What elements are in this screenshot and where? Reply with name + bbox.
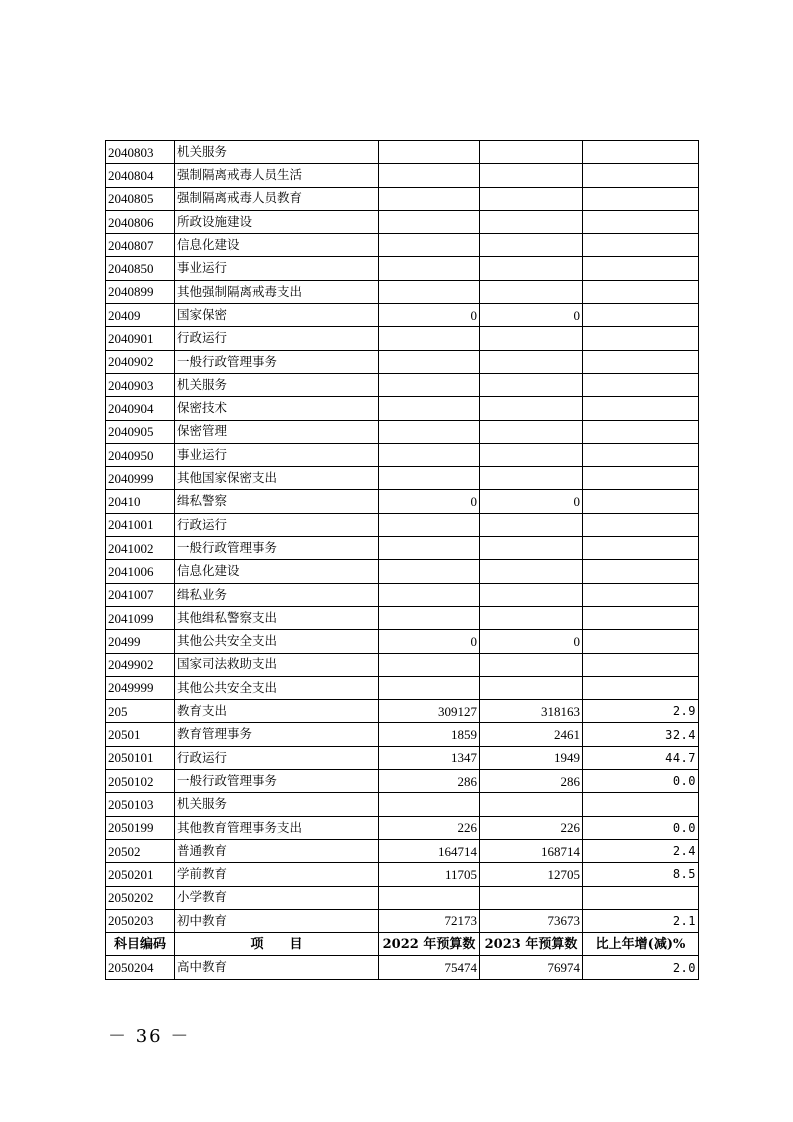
row-name: 强制隔离戒毒人员教育 <box>175 187 379 210</box>
row-budget-2022: 11705 <box>379 863 480 886</box>
row-budget-2022 <box>379 676 480 699</box>
table-row <box>106 560 699 583</box>
table-row <box>106 513 699 536</box>
row-code: 2041099 <box>106 606 175 629</box>
table-row <box>106 443 699 466</box>
row-budget-2023 <box>480 676 583 699</box>
row-budget-2023 <box>480 467 583 490</box>
row-name: 其他强制隔离戒毒支出 <box>175 280 379 303</box>
row-budget-2023 <box>480 886 583 909</box>
row-code: 2040901 <box>106 327 175 350</box>
row-name: 机关服务 <box>175 373 379 396</box>
row-name: 小学教育 <box>175 886 379 909</box>
row-budget-2023 <box>480 513 583 536</box>
row-change <box>583 793 699 816</box>
row-budget-2023 <box>480 537 583 560</box>
row-name: 教育管理事务 <box>175 723 379 746</box>
row-change <box>583 164 699 187</box>
row-budget-2023: 286 <box>480 770 583 793</box>
row-budget-2022: 309127 <box>379 700 480 723</box>
row-budget-2022 <box>379 537 480 560</box>
row-change <box>583 141 699 164</box>
row-name: 学前教育 <box>175 863 379 886</box>
row-name: 一般行政管理事务 <box>175 350 379 373</box>
row-code: 2041002 <box>106 537 175 560</box>
table-row <box>106 956 699 979</box>
row-change <box>583 606 699 629</box>
row-name: 机关服务 <box>175 793 379 816</box>
row-budget-2022 <box>379 327 480 350</box>
row-name: 初中教育 <box>175 909 379 932</box>
row-budget-2023 <box>480 280 583 303</box>
row-budget-2022 <box>379 886 480 909</box>
row-budget-2023 <box>480 397 583 420</box>
row-budget-2022: 286 <box>379 770 480 793</box>
table-row <box>106 909 699 932</box>
table-row <box>106 141 699 164</box>
row-code: 2050101 <box>106 746 175 769</box>
row-budget-2023: 168714 <box>480 839 583 862</box>
row-budget-2023: 0 <box>480 490 583 513</box>
row-budget-2023 <box>480 443 583 466</box>
row-code: 205 <box>106 700 175 723</box>
row-name: 国家司法救助支出 <box>175 653 379 676</box>
row-budget-2022 <box>379 141 480 164</box>
table-row <box>106 187 699 210</box>
row-budget-2023 <box>480 141 583 164</box>
row-budget-2023 <box>480 210 583 233</box>
row-change <box>583 676 699 699</box>
row-budget-2023: 318163 <box>480 700 583 723</box>
row-code: 2049999 <box>106 676 175 699</box>
row-budget-2023: 76974 <box>480 956 583 979</box>
row-change <box>583 537 699 560</box>
table-row <box>106 420 699 443</box>
row-change <box>583 373 699 396</box>
row-change <box>583 327 699 350</box>
row-name: 事业运行 <box>175 443 379 466</box>
row-budget-2022 <box>379 373 480 396</box>
row-budget-2022 <box>379 164 480 187</box>
row-change: 2.1 <box>583 909 699 932</box>
row-name: 行政运行 <box>175 513 379 536</box>
row-change <box>583 886 699 909</box>
row-budget-2022 <box>379 257 480 280</box>
row-budget-2023: 73673 <box>480 909 583 932</box>
budget-table-body-top <box>106 141 699 933</box>
header-budget-2022: 2022 年预算数 <box>379 933 480 956</box>
row-name: 其他缉私警察支出 <box>175 606 379 629</box>
row-change <box>583 513 699 536</box>
table-row <box>106 723 699 746</box>
row-change: 44.7 <box>583 746 699 769</box>
budget-table <box>105 140 699 980</box>
row-change <box>583 234 699 257</box>
row-budget-2023 <box>480 187 583 210</box>
row-budget-2023 <box>480 793 583 816</box>
row-name: 信息化建设 <box>175 560 379 583</box>
table-row <box>106 373 699 396</box>
row-name: 机关服务 <box>175 141 379 164</box>
row-code: 20502 <box>106 839 175 862</box>
table-row <box>106 234 699 257</box>
row-code: 2041001 <box>106 513 175 536</box>
row-code: 2040806 <box>106 210 175 233</box>
budget-table-body-bottom <box>106 956 699 979</box>
table-row <box>106 327 699 350</box>
row-budget-2023 <box>480 234 583 257</box>
row-name: 行政运行 <box>175 746 379 769</box>
table-row <box>106 793 699 816</box>
row-name: 一般行政管理事务 <box>175 770 379 793</box>
row-code: 2050199 <box>106 816 175 839</box>
row-budget-2022 <box>379 467 480 490</box>
row-code: 2040899 <box>106 280 175 303</box>
table-row <box>106 164 699 187</box>
row-budget-2022 <box>379 793 480 816</box>
row-code: 20501 <box>106 723 175 746</box>
row-name: 高中教育 <box>175 956 379 979</box>
page-number: － 36 － <box>108 1026 191 1047</box>
table-row <box>106 886 699 909</box>
row-code: 2050103 <box>106 793 175 816</box>
row-budget-2023 <box>480 653 583 676</box>
row-budget-2022 <box>379 606 480 629</box>
row-code: 2040999 <box>106 467 175 490</box>
table-row <box>106 653 699 676</box>
row-budget-2023 <box>480 583 583 606</box>
row-change: 2.4 <box>583 839 699 862</box>
row-name: 所政设施建设 <box>175 210 379 233</box>
row-budget-2022: 75474 <box>379 956 480 979</box>
row-budget-2022: 0 <box>379 304 480 327</box>
row-code: 20499 <box>106 630 175 653</box>
row-budget-2022 <box>379 210 480 233</box>
row-budget-2022 <box>379 420 480 443</box>
row-change <box>583 467 699 490</box>
row-budget-2022 <box>379 583 480 606</box>
table-row <box>106 537 699 560</box>
row-code: 20409 <box>106 304 175 327</box>
row-name: 其他公共安全支出 <box>175 630 379 653</box>
row-budget-2023 <box>480 164 583 187</box>
row-change: 8.5 <box>583 863 699 886</box>
row-budget-2022 <box>379 187 480 210</box>
row-budget-2022 <box>379 653 480 676</box>
row-change <box>583 653 699 676</box>
row-budget-2022 <box>379 234 480 257</box>
row-code: 2050202 <box>106 886 175 909</box>
table-row <box>106 630 699 653</box>
table-row <box>106 676 699 699</box>
row-code: 2041007 <box>106 583 175 606</box>
budget-table-header-group <box>106 933 699 956</box>
row-name: 其他国家保密支出 <box>175 467 379 490</box>
row-change: 2.0 <box>583 956 699 979</box>
row-budget-2023 <box>480 373 583 396</box>
row-code: 2040902 <box>106 350 175 373</box>
row-code: 2050204 <box>106 956 175 979</box>
row-budget-2023 <box>480 350 583 373</box>
table-row <box>106 839 699 862</box>
table-row <box>106 583 699 606</box>
row-budget-2022 <box>379 350 480 373</box>
row-budget-2023 <box>480 327 583 350</box>
table-header-row <box>106 933 699 956</box>
header-code: 科目编码 <box>106 933 175 956</box>
row-budget-2022 <box>379 280 480 303</box>
row-change: 2.9 <box>583 700 699 723</box>
row-change <box>583 350 699 373</box>
row-budget-2023 <box>480 420 583 443</box>
header-budget-2023: 2023 年预算数 <box>480 933 583 956</box>
table-row <box>106 746 699 769</box>
row-code: 2040804 <box>106 164 175 187</box>
row-code: 2041006 <box>106 560 175 583</box>
row-change: 0.0 <box>583 770 699 793</box>
row-name: 强制隔离戒毒人员生活 <box>175 164 379 187</box>
row-code: 2040950 <box>106 443 175 466</box>
table-row <box>106 770 699 793</box>
row-change <box>583 257 699 280</box>
row-change <box>583 443 699 466</box>
header-change: 比上年增(减)% <box>583 933 699 956</box>
table-row <box>106 350 699 373</box>
row-name: 缉私警察 <box>175 490 379 513</box>
row-name: 其他公共安全支出 <box>175 676 379 699</box>
row-code: 2040905 <box>106 420 175 443</box>
row-code: 2040904 <box>106 397 175 420</box>
row-budget-2022 <box>379 560 480 583</box>
row-budget-2022: 1859 <box>379 723 480 746</box>
row-change <box>583 420 699 443</box>
row-code: 2040807 <box>106 234 175 257</box>
row-code: 2040903 <box>106 373 175 396</box>
row-name: 行政运行 <box>175 327 379 350</box>
table-row <box>106 210 699 233</box>
row-change <box>583 490 699 513</box>
row-budget-2023: 0 <box>480 304 583 327</box>
row-change <box>583 210 699 233</box>
row-change <box>583 630 699 653</box>
row-change <box>583 304 699 327</box>
table-row <box>106 490 699 513</box>
row-name: 信息化建设 <box>175 234 379 257</box>
row-code: 2050201 <box>106 863 175 886</box>
row-code: 2040850 <box>106 257 175 280</box>
row-code: 2050102 <box>106 770 175 793</box>
row-change <box>583 397 699 420</box>
table-row <box>106 863 699 886</box>
row-budget-2022: 226 <box>379 816 480 839</box>
row-code: 20410 <box>106 490 175 513</box>
row-budget-2022: 0 <box>379 630 480 653</box>
table-row <box>106 816 699 839</box>
table-row <box>106 467 699 490</box>
row-budget-2022: 0 <box>379 490 480 513</box>
table-row <box>106 304 699 327</box>
table-row <box>106 397 699 420</box>
row-budget-2022: 72173 <box>379 909 480 932</box>
row-name: 事业运行 <box>175 257 379 280</box>
row-name: 一般行政管理事务 <box>175 537 379 560</box>
row-budget-2022: 164714 <box>379 839 480 862</box>
row-change: 32.4 <box>583 723 699 746</box>
row-budget-2023 <box>480 606 583 629</box>
row-code: 2050203 <box>106 909 175 932</box>
row-name: 其他教育管理事务支出 <box>175 816 379 839</box>
row-budget-2023 <box>480 257 583 280</box>
row-budget-2023: 12705 <box>480 863 583 886</box>
row-code: 2049902 <box>106 653 175 676</box>
row-budget-2023: 0 <box>480 630 583 653</box>
row-budget-2023 <box>480 560 583 583</box>
row-name: 保密管理 <box>175 420 379 443</box>
row-change <box>583 560 699 583</box>
header-name: 项 目 <box>175 933 379 956</box>
row-budget-2023: 2461 <box>480 723 583 746</box>
row-budget-2023: 1949 <box>480 746 583 769</box>
row-name: 教育支出 <box>175 700 379 723</box>
table-row <box>106 700 699 723</box>
row-budget-2022 <box>379 513 480 536</box>
row-change <box>583 280 699 303</box>
table-row <box>106 606 699 629</box>
row-code: 2040805 <box>106 187 175 210</box>
row-name: 国家保密 <box>175 304 379 327</box>
row-budget-2023: 226 <box>480 816 583 839</box>
row-change <box>583 187 699 210</box>
row-code: 2040803 <box>106 141 175 164</box>
row-name: 缉私业务 <box>175 583 379 606</box>
table-row <box>106 280 699 303</box>
row-change: 0.0 <box>583 816 699 839</box>
row-name: 保密技术 <box>175 397 379 420</box>
row-budget-2022 <box>379 397 480 420</box>
table-row <box>106 257 699 280</box>
row-change <box>583 583 699 606</box>
row-name: 普通教育 <box>175 839 379 862</box>
row-budget-2022 <box>379 443 480 466</box>
row-budget-2022: 1347 <box>379 746 480 769</box>
